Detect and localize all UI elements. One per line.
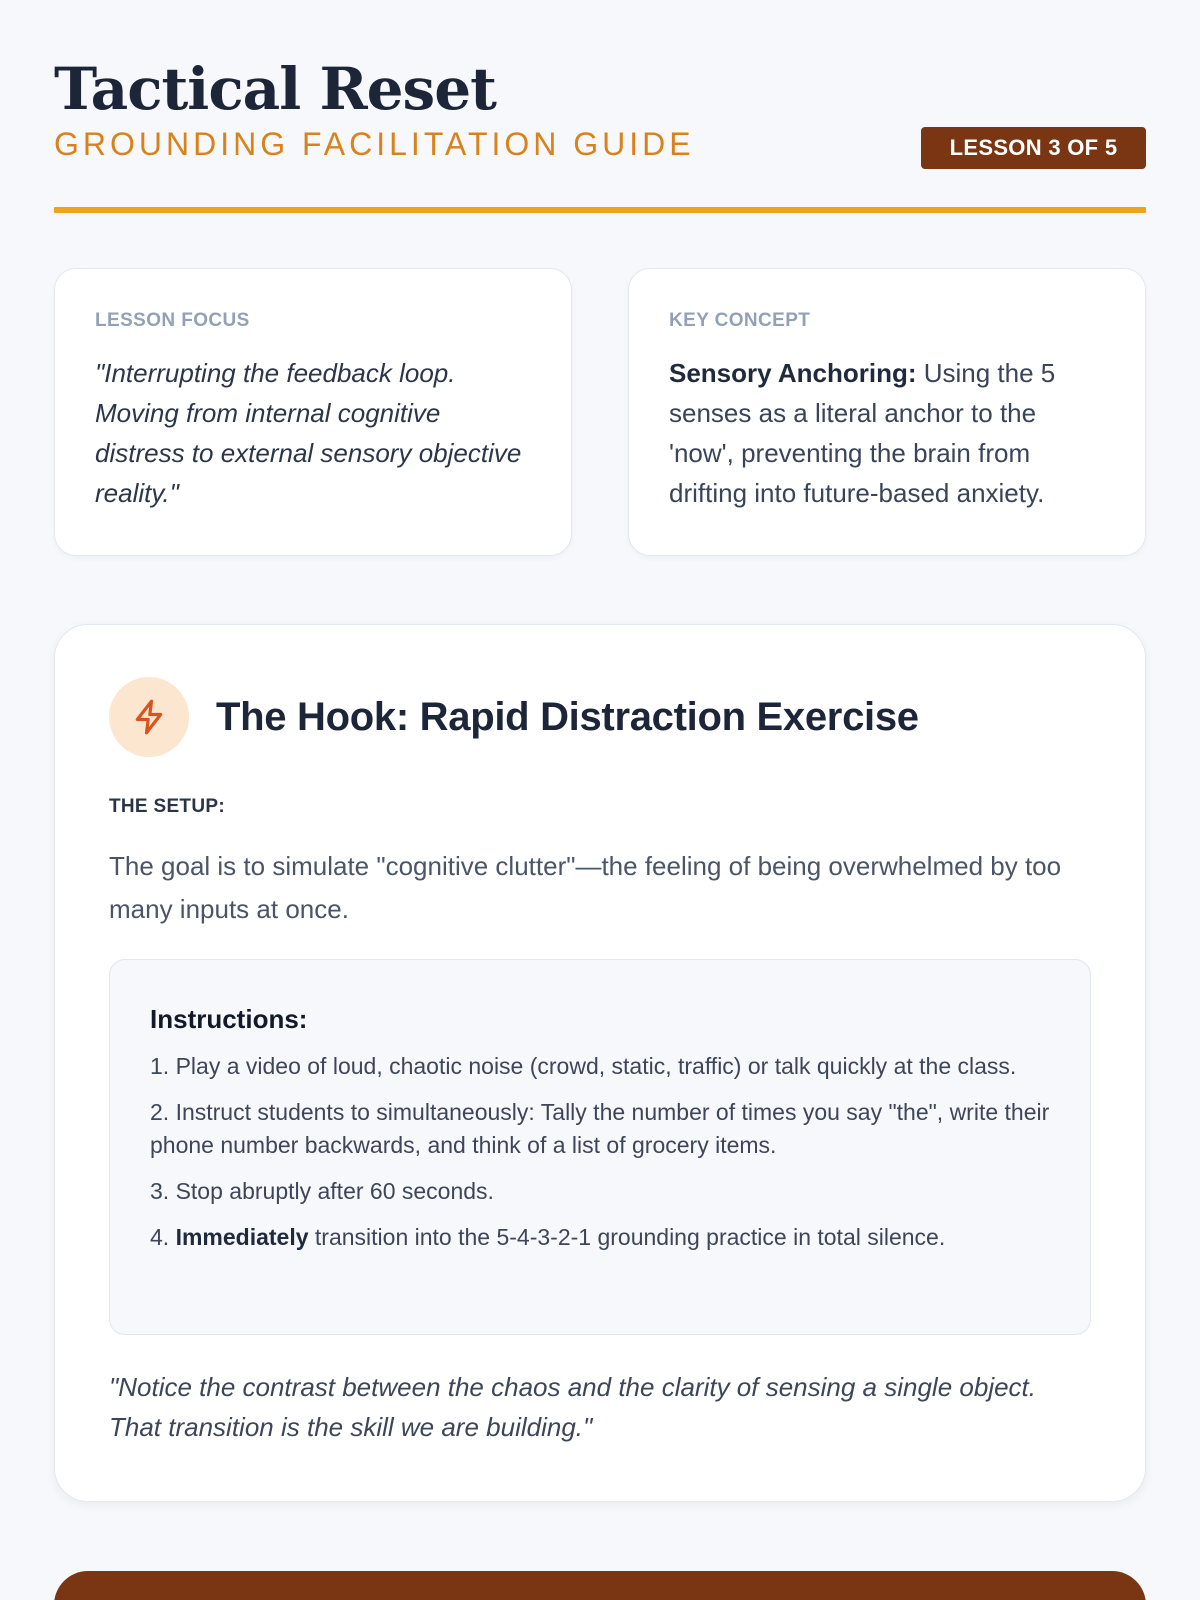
page-title: Tactical Reset bbox=[54, 55, 496, 123]
lesson-badge: LESSON 3 OF 5 bbox=[921, 127, 1146, 169]
closing-quote: "Notice the contrast between the chaos and the clarity of sensing a single object. That transition is the skill we are building." bbox=[109, 1372, 1036, 1442]
lesson-focus-quote: "Interrupting the feedback loop. Moving from internal cognitive distress to external sensory objective reality." bbox=[95, 358, 522, 508]
lesson-focus-card bbox=[54, 268, 572, 556]
instruction-step: 2. Instruct students to simultaneously: Tally the number of times you say "the", write their phone number backwards, and think of a list of grocery items. bbox=[150, 1099, 1050, 1158]
lesson-focus-label: LESSON FOCUS bbox=[95, 310, 250, 331]
setup-label: THE SETUP: bbox=[109, 796, 225, 817]
next-section-header bbox=[54, 1571, 1146, 1600]
page-subtitle: GROUNDING FACILITATION GUIDE bbox=[54, 126, 695, 162]
key-concept-text bbox=[669, 353, 1105, 513]
setup-text: The goal is to simulate "cognitive clutter"—the feeling of being overwhelmed by too many inputs at once. bbox=[109, 851, 1062, 924]
hook-title: The Hook: Rapid Distraction Exercise bbox=[216, 694, 919, 739]
hook-section bbox=[54, 624, 1146, 1502]
instructions-title: Instructions: bbox=[150, 1004, 308, 1034]
emphasis-immediately: Immediately bbox=[175, 1224, 309, 1250]
instructions-box bbox=[109, 959, 1091, 1335]
instruction-step: 3. Stop abruptly after 60 seconds. bbox=[150, 1178, 494, 1204]
summary-cards bbox=[54, 268, 1146, 556]
key-concept-term: Sensory Anchoring: bbox=[669, 358, 917, 388]
key-concept-description: Using the 5 senses as a literal anchor to the 'now', preventing the brain from drifting into future-based anxiety. bbox=[669, 358, 1056, 508]
instruction-step: 4. Immediately transition into the 5-4-3-2-1 grounding practice in total silence. bbox=[150, 1224, 946, 1250]
hook-header bbox=[109, 677, 1091, 757]
lightning-icon bbox=[109, 677, 189, 757]
key-concept-label: KEY CONCEPT bbox=[669, 310, 811, 331]
instructions-list bbox=[150, 1050, 1050, 1254]
instruction-step: 1. Play a video of loud, chaotic noise (crowd, static, traffic) or talk quickly at the class. bbox=[150, 1053, 1017, 1079]
key-concept-card bbox=[628, 268, 1146, 556]
header-divider bbox=[54, 207, 1146, 213]
header bbox=[54, 0, 1146, 214]
